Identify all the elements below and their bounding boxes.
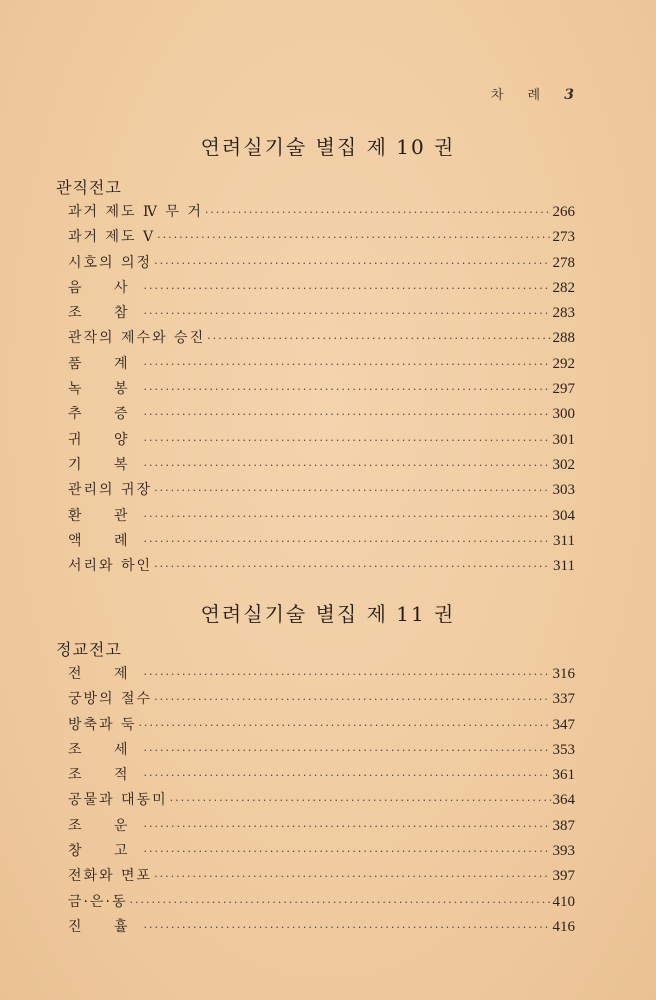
dot-leader [144,535,552,548]
toc-entry-label: 관리의 귀장 [68,482,153,499]
toc-entry[interactable] [68,891,575,916]
toc-entry-label: 녹 봉 [68,381,142,398]
dot-leader [144,383,551,396]
toc-entry[interactable] [68,530,575,555]
dot-leader [129,896,550,909]
dot-leader [139,719,551,732]
toc-entry[interactable] [68,378,575,403]
toc-entry[interactable] [68,429,575,454]
toc-entry-label: 창 고 [68,843,142,860]
toc-entry-page: 301 [552,431,575,448]
toc-entry-page: 283 [552,305,575,322]
toc-entry-page: 273 [552,229,575,246]
toc-entry-page: 278 [552,254,575,271]
dot-leader [144,358,551,371]
toc-entry-page: 311 [553,532,575,549]
toc-entry-page: 303 [552,482,575,499]
volume-title: 연려실기술 별집 제 11 권 [200,602,456,626]
dot-leader [144,845,551,858]
dot-leader [144,744,551,757]
toc-entry-page: 416 [552,918,575,935]
toc-entry[interactable] [68,353,575,378]
toc-entry[interactable] [68,663,575,688]
dot-leader [144,459,551,472]
toc-entry-page: 266 [552,204,575,220]
toc-entry-label: 조 세 [68,741,142,758]
dot-leader [144,921,551,934]
toc-entry-page: 337 [552,691,575,708]
toc-entry-label: 궁방의 절수 [68,691,153,708]
toc-entry-page: 297 [552,381,575,398]
dot-leader [154,484,550,497]
toc-entry-label: 조 적 [68,767,142,784]
toc-entry-page: 364 [552,792,575,809]
toc-entry-label: 과거 제도 Ⅴ [68,229,156,246]
toc-entry-page: 300 [552,406,575,423]
toc-entry-page: 397 [552,868,575,885]
toc-entry[interactable] [68,714,575,739]
dot-leader [205,206,551,219]
toc-entry-page: 316 [552,666,575,682]
toc-entry[interactable] [68,789,575,814]
toc-entry-label: 진 휼 [68,918,142,935]
toc-entry-page: 304 [552,507,575,524]
toc-entry-page: 410 [552,893,575,910]
running-head [491,84,574,103]
dot-leader [154,870,550,883]
dot-leader [154,560,551,573]
toc-entry[interactable] [68,688,575,713]
dot-leader [144,434,551,447]
toc-entry-page: 282 [552,279,575,296]
volume-title: 연려실기술 별집 제 10 권 [200,135,456,159]
toc-entry-label: 추 증 [68,406,142,423]
toc-entry-page: 311 [553,558,575,575]
toc-entry[interactable] [68,479,575,504]
toc-entry[interactable] [68,916,575,941]
toc-entry[interactable] [68,739,575,764]
toc-entry[interactable] [68,840,575,865]
toc-entry[interactable] [68,764,575,789]
toc-entry-label: 금·은·동 [68,893,128,910]
toc-entry[interactable] [68,815,575,840]
dot-leader [144,307,551,320]
toc-entry-page: 288 [552,330,575,347]
toc-entry-label: 귀 양 [68,431,142,448]
toc-entry-label: 액 례 [68,532,142,549]
toc-entry-page: 393 [552,843,575,860]
toc-entry-label: 과거 제도 Ⅳ 무 거 [68,204,203,220]
toc-entry-label: 품 계 [68,355,142,372]
toc-list [68,663,575,941]
toc-entry-label: 서리와 하인 [68,558,153,575]
page-number: 3 [564,87,574,103]
dot-leader [154,693,550,706]
dot-leader [144,510,551,523]
toc-entry[interactable] [68,454,575,479]
toc-entry-label: 전 제 [68,666,142,682]
toc-entry-label: 조 참 [68,305,142,322]
toc-entry[interactable] [68,226,575,251]
toc-entry[interactable] [68,327,575,352]
toc-entry-label: 기 복 [68,456,142,473]
dot-leader [144,769,551,782]
toc-entry-label: 시호의 의정 [68,254,153,271]
section-title: 관직전고 [56,178,122,197]
dot-leader [144,282,551,295]
toc-entry[interactable] [68,201,575,226]
section-title: 정교전고 [56,640,122,659]
toc-entry-label: 환 관 [68,507,142,524]
dot-leader [144,668,551,681]
toc-entry[interactable] [68,403,575,428]
toc-entry[interactable] [68,252,575,277]
dot-leader [170,794,551,807]
dot-leader [144,408,551,421]
toc-entry-page: 387 [552,817,575,834]
toc-entry-page: 353 [552,741,575,758]
toc-entry-label: 조 운 [68,817,142,834]
toc-entry-page: 302 [552,456,575,473]
toc-entry-page: 361 [552,767,575,784]
toc-entry-page: 347 [552,716,575,733]
toc-entry[interactable] [68,277,575,302]
toc-entry-label: 방축과 둑 [68,716,137,733]
toc-entry[interactable] [68,302,575,327]
dot-leader [207,332,550,345]
dot-leader [154,257,550,270]
dot-leader [157,231,550,244]
toc-entry[interactable] [68,865,575,890]
dot-leader [144,820,551,833]
toc-entry[interactable] [68,555,575,580]
toc-list [68,201,575,580]
toc-entry-page: 292 [552,355,575,372]
running-head-label: 차 례 [490,88,551,103]
toc-entry-label: 공물과 대동미 [68,792,168,809]
toc-entry-label: 음 사 [68,279,142,296]
toc-entry[interactable] [68,505,575,530]
toc-entry-label: 전화와 면포 [68,868,153,885]
toc-entry-label: 관작의 제수와 승진 [68,330,206,347]
